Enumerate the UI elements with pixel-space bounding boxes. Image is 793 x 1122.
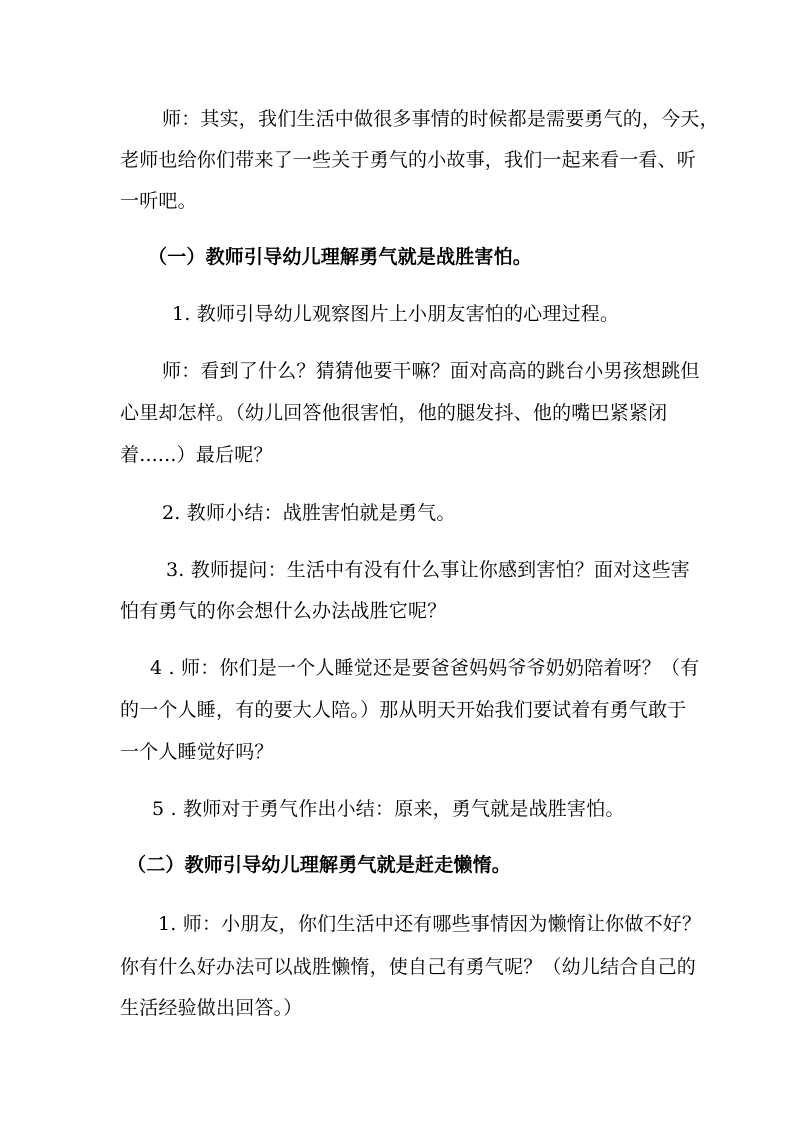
- item-4-line-1: 4 . 师：你们是一个人睡觉还是要爸爸妈妈爷爷奶奶陪着呀？（有: [150, 657, 700, 679]
- paragraph-1-line-2: 老师也给你们带来了一些关于勇气的小故事，我们一起来看一看、听: [120, 149, 697, 171]
- item-5-line-1: 5 . 教师对于勇气作出小结：原来，勇气就是战胜害怕。: [152, 798, 625, 820]
- item-3-line-2: 怕有勇气的你会想什么办法战胜它呢？: [120, 600, 447, 622]
- item-4-line-3: 一个人睡觉好吗？: [120, 741, 274, 763]
- paragraph-1-line-3: 一听吧。: [120, 190, 197, 212]
- item-3-line-1: 3. 教师提问：生活中有没有什么事让你感到害怕？面对这些害: [166, 559, 690, 581]
- section-2-item-1-line-3: 生活经验做出回答。）: [120, 997, 303, 1019]
- section-heading-1: （一）教师引导幼儿理解勇气就是战胜害怕。: [148, 246, 533, 268]
- paragraph-dialogue-line-2: 心里却怎样。（幼儿回答他很害怕，他的腿发抖、他的嘴巴紧紧闭: [120, 402, 668, 424]
- paragraph-dialogue-line-1: 师：看到了什么？猜猜他要干嘛？面对高高的跳台小男孩想跳但: [162, 360, 700, 382]
- paragraph-1-line-1: 师：其实，我们生活中做很多事情的时候都是需要勇气的，今天，: [162, 108, 719, 130]
- paragraph-dialogue-line-3: 着......）最后呢？: [120, 444, 273, 466]
- item-4-line-2: 的一个人睡，有的要大人陪。）那从明天开始我们要试着有勇气敢于: [120, 699, 687, 721]
- item-2-line-1: 2. 教师小结：战胜害怕就是勇气。: [162, 502, 456, 524]
- section-heading-2: （二）教师引导幼儿理解勇气就是赶走懒惰。: [127, 854, 512, 876]
- section-2-item-1-line-1: 1. 师：小朋友，你们生活中还有哪些事情因为懒惰让你做不好？: [158, 913, 702, 935]
- section-2-item-1-line-2: 你有什么好办法可以战胜懒惰，使自己有勇气呢？（幼儿结合自己的: [120, 956, 697, 978]
- item-1-line-1: 1. 教师引导幼儿观察图片上小朋友害怕的心理过程。: [172, 303, 620, 325]
